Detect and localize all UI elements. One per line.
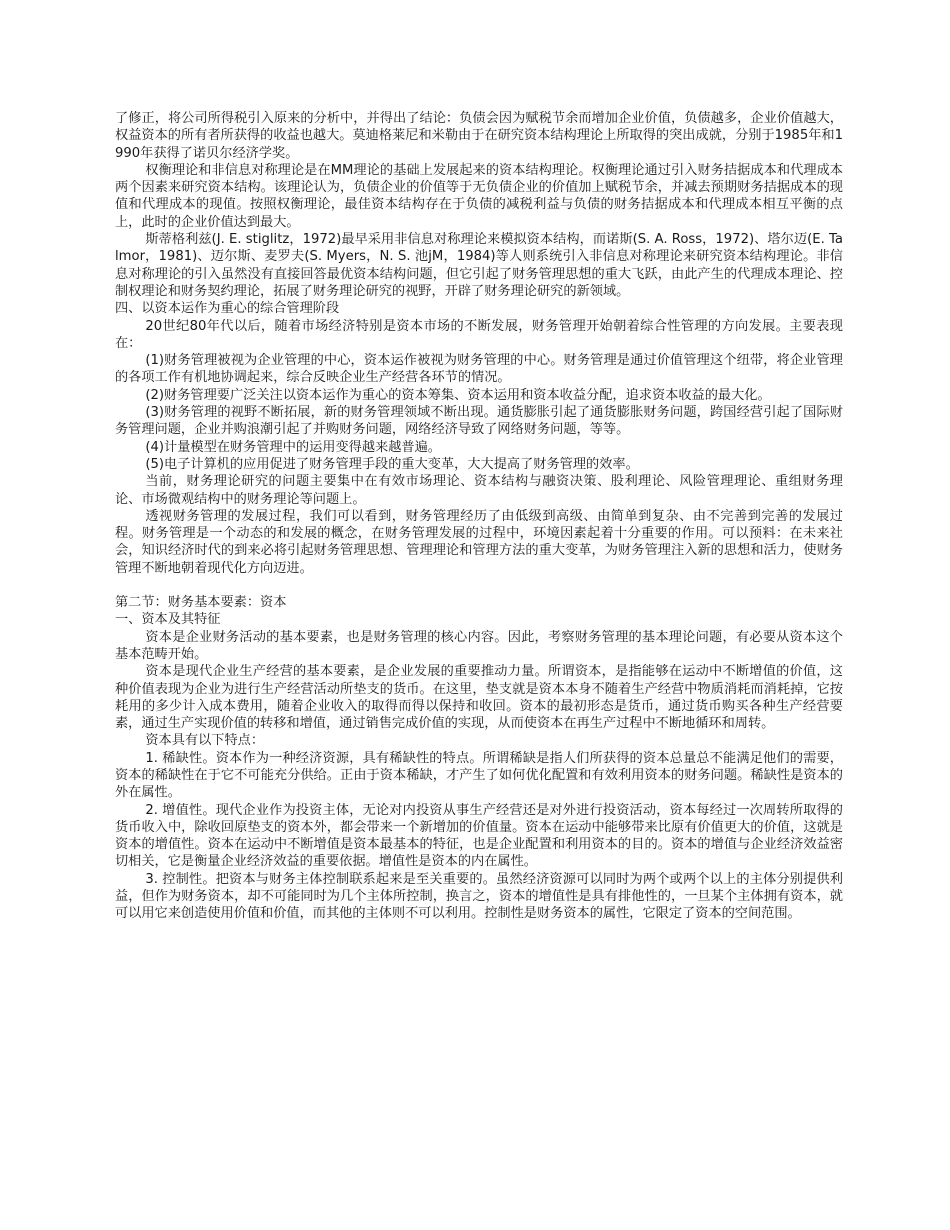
section-heading-capital-operation: 四、以资本运作为重心的综合管理阶段	[115, 301, 340, 317]
paragraph-1980s-development: 20世纪80年代以后，随着市场经济特别是资本市场的不断发展，财务管理开始朝着综合性管理的方向发展。主要表现在：	[115, 318, 843, 351]
paragraph-tradeoff-theory: 权衡理论和非信息对称理论是在MM理论的基础上发展起来的资本结构理论。权衡理论通过引入财务拮据成本和代理成本两个因素来研究资本结构。该理论认为，负债企业的价值等于无负债企业的价值加上赋税节余，并减去预期财务拮据成本的现值和代理成本的现值。按照权衡理论，最佳资本结构存在于负债的减税利益与负债的财务拮据成本和代理成本相互平衡的点上，此时的企业价值达到最大。	[115, 162, 843, 230]
subsection-heading-capital: 一、资本及其特征	[115, 612, 221, 628]
list-item-2: (2)财务管理要广泛关注以资本运作为重心的资本筹集、资本运用和资本收益分配，追求资本收益的最大化。	[145, 387, 771, 403]
document-page	[115, 110, 843, 923]
list-item-3: (3)财务管理的视野不断拓展，新的财务管理领域不断出现。通货膨胀引起了通货膨胀财务问题，跨国经营引起了国际财务管理问题，企业并购浪潮引起了并购财务问题，网络经济导致了网络财务问题，等等。	[115, 405, 843, 438]
paragraph-development-summary: 透视财务管理的发展过程，我们可以看到，财务管理经历了由低级到高级、由简单到复杂、由不完善到完善的发展过程。财务管理是一个动态的和发展的概念，在财务管理发展的过程中，环境因素起着十分重要的作用。可以预料：在未来社会，知识经济时代的到来必将引起财务管理思想、管理理论和管理方法的重大变革，为财务管理注入新的思想和活力，使财务管理不断地朝着现代化方向迈进。	[115, 508, 843, 576]
paragraph-capital-intro: 资本是企业财务活动的基本要素，也是财务管理的核心内容。因此，考察财务管理的基本理论问题，有必要从资本这个基本范畴开始。	[115, 629, 843, 662]
feature-control: 3. 控制性。把资本与财务主体控制联系起来是至关重要的。虽然经济资源可以同时为两个或两个以上的主体分别提供利益，但作为财务资本，却不可能同时为几个主体所控制，换言之，资本的增值性是具有排他性的，一旦某个主体拥有资本，就可以用它来创造使用价值和价值，而其他的主体则不可以利用。控制性是财务资本的属性，它限定了资本的空间范围。	[115, 871, 843, 922]
feature-appreciation: 2. 增值性。现代企业作为投资主体，无论对内投资从事生产经营还是对外进行投资活动，资本每经过一次周转所取得的货币收入中，除收回原垫支的资本外，都会带来一个新增加的价值量。资本在运动中能够带来比原有价值更大的价值，这就是资本的增值性。资本在运动中不断增值是资本最基本的特征，也是企业配置和利用资本的目的。资本的增值与企业经济效益密切相关，它是衡量企业经济效益的重要依据。增值性是资本的内在属性。	[115, 802, 843, 870]
list-item-1: (1)财务管理被视为企业管理的中心，资本运作被视为财务管理的中心。财务管理是通过价值管理这个纽带，将企业管理的各项工作有机地协调起来，综合反映企业生产经营各环节的情况。	[115, 353, 843, 386]
chapter-section-title: 第二节：财务基本要素：资本	[115, 595, 287, 611]
list-item-4: (4)计量模型在财务管理中的运用变得越来越普遍。	[145, 439, 441, 455]
paragraph-capital-features-intro: 资本具有以下特点：	[145, 733, 265, 749]
paragraph-capital-definition: 资本是现代企业生产经营的基本要素，是企业发展的重要推动力量。所谓资本，是指能够在运动中不断增值的价值，这种价值表现为企业为进行生产经营活动所垫支的货币。在这里，垫支就是资本本身不随着生产经营中物质消耗而消耗掉，它按耗用的多少计入成本费用，随着企业收入的取得而得以保持和收回。资本的最初形态是货币，通过货币购买各种生产经营要素，通过生产实现价值的转移和增值，通过销售完成价值的实现，从而使资本在再生产过程中不断地循环和周转。	[115, 664, 843, 732]
paragraph-mm-theory-tax: 了修正，将公司所得税引入原来的分析中，并得出了结论：负债会因为赋税节余而增加企业价值，负债越多，企业价值越大，权益资本的所有者所获得的收益也越大。莫迪格莱尼和米勒由于在研究资本结构理论上所取得的突出成就，分别于1985年和1990年获得了诺贝尔经济学奖。	[115, 111, 843, 161]
paragraph-current-research: 当前，财务理论研究的问题主要集中在有效市场理论、资本结构与融资决策、股利理论、风险管理理论、重组财务理论、市场微观结构中的财务理论等问题上。	[115, 474, 843, 507]
paragraph-asymmetric-information: 斯蒂格利兹(J. E. stiglitz，1972)最早采用非信息对称理论来模拟资本结构，而诺斯(S. A. Ross，1972)、塔尔迈(E. Talmor，1981)、迈尔斯、麦罗夫(S. Myers，N. S. 池jM，1984)等人则系统引入非信息对称理论来研究资本结构理论。非信息对称理论的引入虽然没有直接回答最优资本结构问题，但它引起了财务管理思想的重大飞跃，由此产生的代理成本理论、控制权理论和财务契约理论，拓展了财务理论研究的视野，开辟了财务理论研究的新领域。	[115, 232, 843, 299]
list-item-5: (5)电子计算机的应用促进了财务管理手段的重大变革，大大提高了财务管理的效率。	[145, 456, 639, 472]
section-gap	[115, 577, 843, 594]
feature-scarcity: 1. 稀缺性。资本作为一种经济资源，具有稀缺性的特点。所谓稀缺是指人们所获得的资本总量总不能满足他们的需要，资本的稀缺性在于它不可能充分供给。正由于资本稀缺，才产生了如何优化配置和有效利用资本的财务问题。稀缺性是资本的外在属性。	[115, 750, 843, 801]
